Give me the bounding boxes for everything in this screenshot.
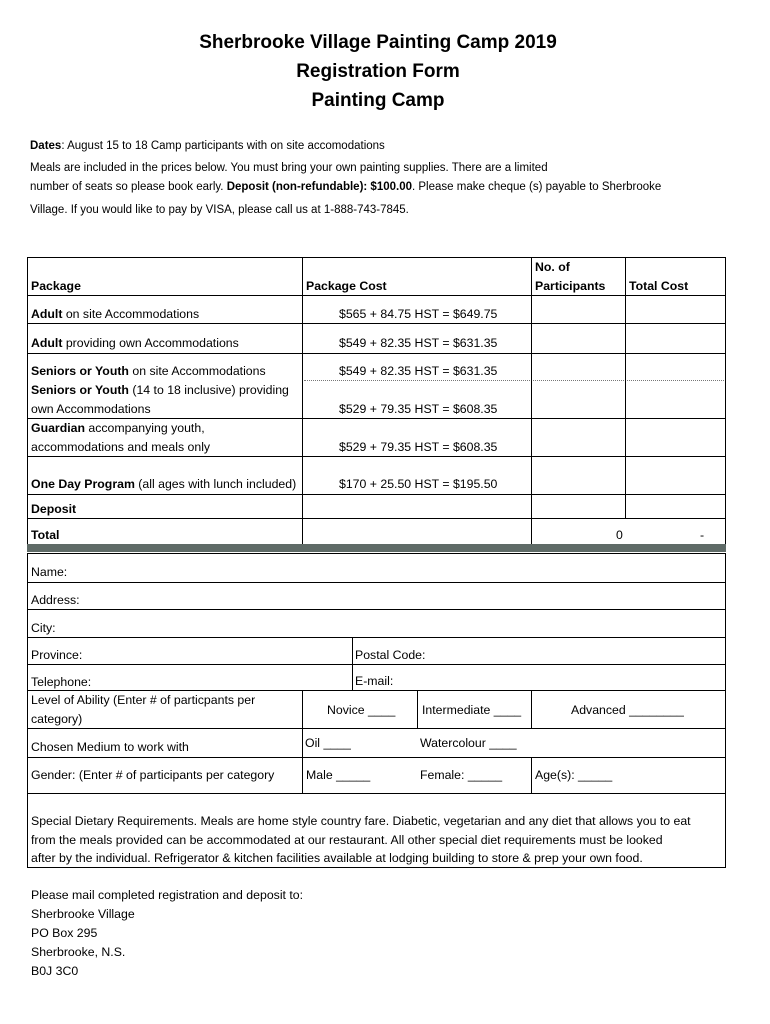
rule bbox=[27, 664, 726, 665]
postal-code-label[interactable]: Postal Code: bbox=[355, 648, 426, 662]
dotted-rule bbox=[304, 380, 726, 381]
form-subtitle: Registration Form bbox=[296, 61, 460, 82]
rule bbox=[27, 553, 726, 554]
total-participants: 0 bbox=[616, 528, 623, 542]
header-participants: Participants bbox=[535, 279, 606, 293]
form-subtitle-2: Painting Camp bbox=[311, 90, 445, 111]
total-cost: - bbox=[700, 528, 705, 542]
package-adult-own: Adult providing own Accommodations bbox=[31, 336, 239, 350]
mail-postal-code: B0J 3C0 bbox=[31, 964, 79, 978]
rule bbox=[27, 867, 726, 868]
ages-field[interactable]: Age(s): _____ bbox=[535, 768, 613, 782]
name-label[interactable]: Name: bbox=[31, 565, 68, 579]
total-label: Total bbox=[31, 528, 60, 542]
package-seniors-own-line2: own Accommodations bbox=[31, 402, 151, 416]
rule bbox=[27, 609, 726, 610]
female-field[interactable]: Female: _____ bbox=[420, 768, 503, 782]
rule bbox=[27, 257, 28, 544]
package-cost: $529 + 79.35 HST = $608.35 bbox=[339, 402, 498, 416]
gender-label: Gender: (Enter # of participants per category bbox=[31, 768, 275, 782]
rule bbox=[27, 323, 726, 324]
rule bbox=[27, 494, 726, 495]
medium-label: Chosen Medium to work with bbox=[31, 740, 189, 754]
deposit-label: Deposit bbox=[31, 502, 77, 516]
rule bbox=[725, 257, 726, 544]
rule bbox=[27, 518, 726, 519]
rule bbox=[27, 728, 726, 729]
rule bbox=[27, 690, 726, 691]
intermediate-field[interactable]: Intermediate ____ bbox=[422, 703, 522, 717]
rule bbox=[625, 257, 626, 519]
oil-field[interactable]: Oil ____ bbox=[305, 736, 351, 750]
mail-instructions: Please mail completed registration and deposit to: bbox=[31, 888, 304, 902]
intro-line-3: Village. If you would like to pay by VISA, please call us at 1-888-743-7845. bbox=[30, 204, 409, 216]
package-cost: $529 + 79.35 HST = $608.35 bbox=[339, 440, 498, 454]
rule bbox=[27, 553, 28, 867]
mail-org: Sherbrooke Village bbox=[31, 907, 135, 921]
rule bbox=[27, 637, 726, 638]
rule bbox=[27, 257, 726, 258]
rule bbox=[302, 257, 303, 544]
address-label[interactable]: Address: bbox=[31, 593, 80, 607]
form-title: Sherbrooke Village Painting Camp 2019 bbox=[199, 32, 557, 53]
rule bbox=[27, 757, 726, 758]
dietary-line-1: Special Dietary Requirements. Meals are home style country fare. Diabetic, vegetarian and any diet that allows you to eat bbox=[31, 814, 691, 828]
rule bbox=[725, 553, 726, 867]
package-cost: $565 + 84.75 HST = $649.75 bbox=[339, 307, 498, 321]
watercolour-field[interactable]: Watercolour ____ bbox=[420, 736, 517, 750]
rule bbox=[531, 257, 532, 544]
package-one-day: One Day Program (all ages with lunch included) bbox=[31, 477, 297, 491]
package-seniors-onsite: Seniors or Youth on site Accommodations bbox=[31, 364, 266, 378]
rule bbox=[302, 690, 303, 793]
rule bbox=[531, 757, 532, 793]
rule bbox=[27, 793, 726, 794]
telephone-label[interactable]: Telephone: bbox=[31, 675, 92, 689]
rule bbox=[531, 690, 532, 728]
header-package-cost: Package Cost bbox=[306, 279, 387, 293]
package-adult-onsite: Adult on site Accommodations bbox=[31, 307, 200, 321]
city-label[interactable]: City: bbox=[31, 621, 56, 635]
mail-po-box: PO Box 295 bbox=[31, 926, 98, 940]
advanced-field[interactable]: Advanced ________ bbox=[571, 703, 684, 717]
rule bbox=[27, 353, 726, 354]
dietary-line-2: from the meals provided can be accommodated at our restaurant. All other special diet requirements must be looked bbox=[31, 833, 663, 847]
rule bbox=[27, 295, 726, 296]
package-guardian-line2: accommodations and meals only bbox=[31, 440, 211, 454]
rule bbox=[417, 690, 418, 728]
ability-label-line2: category) bbox=[31, 712, 83, 726]
header-total-cost: Total Cost bbox=[629, 279, 689, 293]
mail-city: Sherbrooke, N.S. bbox=[31, 945, 126, 959]
package-cost: $549 + 82.35 HST = $631.35 bbox=[339, 336, 498, 350]
package-seniors-own: Seniors or Youth (14 to 18 inclusive) providing bbox=[31, 383, 289, 397]
rule bbox=[27, 582, 726, 583]
header-package: Package bbox=[31, 279, 81, 293]
intro-line-1: Meals are included in the prices below. You must bring your own painting supplies. There are a limited bbox=[30, 162, 548, 174]
novice-field[interactable]: Novice ____ bbox=[327, 703, 396, 717]
intro-line-2: number of seats so please book early. Deposit (non-refundable): $100.00. Please make cheque (s) payable to Sherbrooke bbox=[30, 181, 662, 193]
package-cost: $170 + 25.50 HST = $195.50 bbox=[339, 477, 498, 491]
male-field[interactable]: Male _____ bbox=[306, 768, 371, 782]
section-divider bbox=[27, 544, 726, 552]
ability-label: Level of Ability (Enter # of particpants per bbox=[31, 693, 256, 707]
header-participants: No. of bbox=[535, 260, 570, 274]
rule bbox=[27, 418, 726, 419]
rule bbox=[27, 456, 726, 457]
package-cost: $549 + 82.35 HST = $631.35 bbox=[339, 364, 498, 378]
package-guardian: Guardian accompanying youth, bbox=[31, 421, 205, 435]
province-label[interactable]: Province: bbox=[31, 648, 83, 662]
dates-line: Dates: August 15 to 18 Camp participants with on site accomodations bbox=[30, 140, 385, 152]
email-label[interactable]: E-mail: bbox=[355, 674, 394, 688]
dietary-line-3: after by the individual. Refrigerator & kitchen facilities available at lodging building to store & prep your own food. bbox=[31, 851, 643, 865]
rule bbox=[352, 637, 353, 690]
